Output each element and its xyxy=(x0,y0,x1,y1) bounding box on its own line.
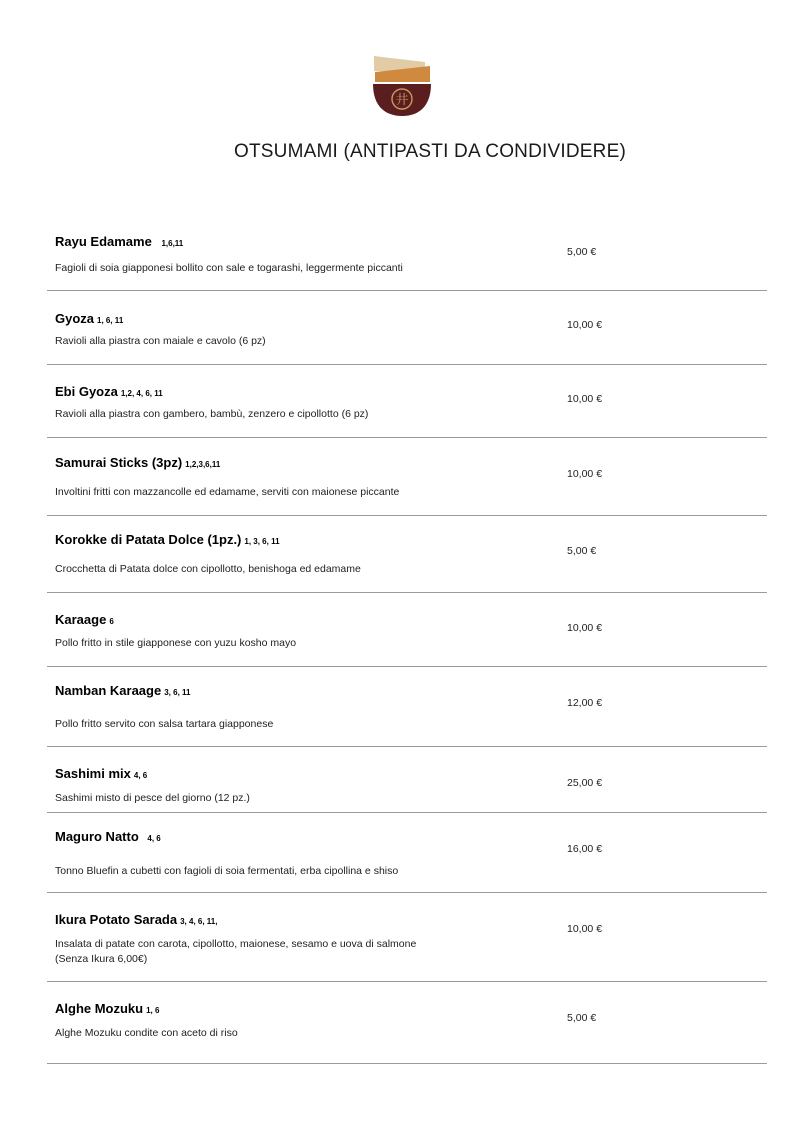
item-price: 5,00 € xyxy=(567,545,597,557)
item-allergens: 3, 4, 6, 11, xyxy=(180,917,218,926)
menu-item xyxy=(47,893,767,982)
page-title: OTSUMAMI (ANTIPASTI DA CONDIVIDERE) xyxy=(234,141,626,162)
menu-item xyxy=(47,813,767,893)
item-name: Gyoza 1, 6, 11 xyxy=(55,311,124,326)
item-allergens: 6 xyxy=(109,617,114,626)
item-price: 10,00 € xyxy=(567,468,603,480)
item-description: Sashimi misto di pesce del giorno (12 pz.) xyxy=(55,792,250,804)
menu-item xyxy=(47,667,767,747)
menu-item xyxy=(47,516,767,593)
menu-item xyxy=(47,747,767,813)
item-description: Tonno Bluefin a cubetti con fagioli di soia fermentati, erba cipollina e shiso xyxy=(55,865,399,877)
item-allergens: 1, 6 xyxy=(146,1006,160,1015)
item-price: 10,00 € xyxy=(567,393,603,405)
logo-glyph: 井 xyxy=(395,93,409,108)
item-name: Korokke di Patata Dolce (1pz.) 1, 3, 6, 11 xyxy=(55,532,280,547)
item-description-note: (Senza Ikura 6,00€) xyxy=(55,953,148,965)
item-description xyxy=(55,937,515,967)
item-description: Pollo fritto servito con salsa tartara giapponese xyxy=(55,718,274,730)
item-allergens: 4, 6 xyxy=(147,834,161,843)
item-allergens: 1,2, 4, 6, 11 xyxy=(120,389,163,398)
item-name: Namban Karaage 3, 6, 11 xyxy=(55,683,191,698)
item-description: Ravioli alla piastra con maiale e cavolo (6 pz) xyxy=(55,335,266,347)
item-allergens: 1, 6, 11 xyxy=(97,316,124,325)
item-description: Pollo fritto in stile giapponese con yuzu kosho mayo xyxy=(55,637,297,649)
menu-item xyxy=(47,982,767,1064)
menu-item xyxy=(47,365,767,438)
item-name: Karaage 6 xyxy=(55,612,114,627)
item-price: 16,00 € xyxy=(567,843,603,855)
item-name: Ikura Potato Sarada 3, 4, 6, 11, xyxy=(55,912,218,927)
item-allergens: 3, 6, 11 xyxy=(164,688,191,697)
menu-item xyxy=(47,593,767,667)
item-price: 12,00 € xyxy=(567,697,603,709)
item-description: Crocchetta di Patata dolce con cipollotto, benishoga ed edamame xyxy=(55,563,361,575)
item-price: 10,00 € xyxy=(567,923,603,935)
item-name: Alghe Mozuku 1, 6 xyxy=(55,1001,160,1016)
item-price: 10,00 € xyxy=(567,319,603,331)
item-description: Involtini fritti con mazzancolle ed edamame, serviti con maionese piccante xyxy=(55,486,400,498)
item-allergens: 1,6,11 xyxy=(161,239,184,248)
item-name: Maguro Natto 4, 6 xyxy=(55,829,161,844)
item-name: Ebi Gyoza 1,2, 4, 6, 11 xyxy=(55,384,163,399)
item-price: 10,00 € xyxy=(567,622,603,634)
item-description: Alghe Mozuku condite con aceto di riso xyxy=(55,1027,238,1039)
item-name: Sashimi mix 4, 6 xyxy=(55,766,148,781)
item-price: 25,00 € xyxy=(567,777,603,789)
item-name: Samurai Sticks (3pz) 1,2,3,6,11 xyxy=(55,455,221,470)
menu-item xyxy=(47,438,767,516)
item-description-line: Insalata di patate con carota, cipollotto, maionese, sesamo e uova di salmone xyxy=(55,938,417,950)
item-allergens: 1, 3, 6, 11 xyxy=(244,537,280,546)
item-price: 5,00 € xyxy=(567,1012,597,1024)
rice-bowl-logo xyxy=(369,52,435,122)
item-allergens: 1,2,3,6,11 xyxy=(185,460,221,469)
item-allergens: 4, 6 xyxy=(133,771,148,780)
item-name: Rayu Edamame 1,6,11 xyxy=(55,234,184,249)
menu-item xyxy=(47,224,767,291)
menu-item xyxy=(47,291,767,365)
item-price: 5,00 € xyxy=(567,246,597,258)
item-description: Ravioli alla piastra con gambero, bambù, zenzero e cipollotto (6 pz) xyxy=(55,408,369,420)
item-description: Fagioli di soia giapponesi bollito con sale e togarashi, leggermente piccanti xyxy=(55,262,403,274)
